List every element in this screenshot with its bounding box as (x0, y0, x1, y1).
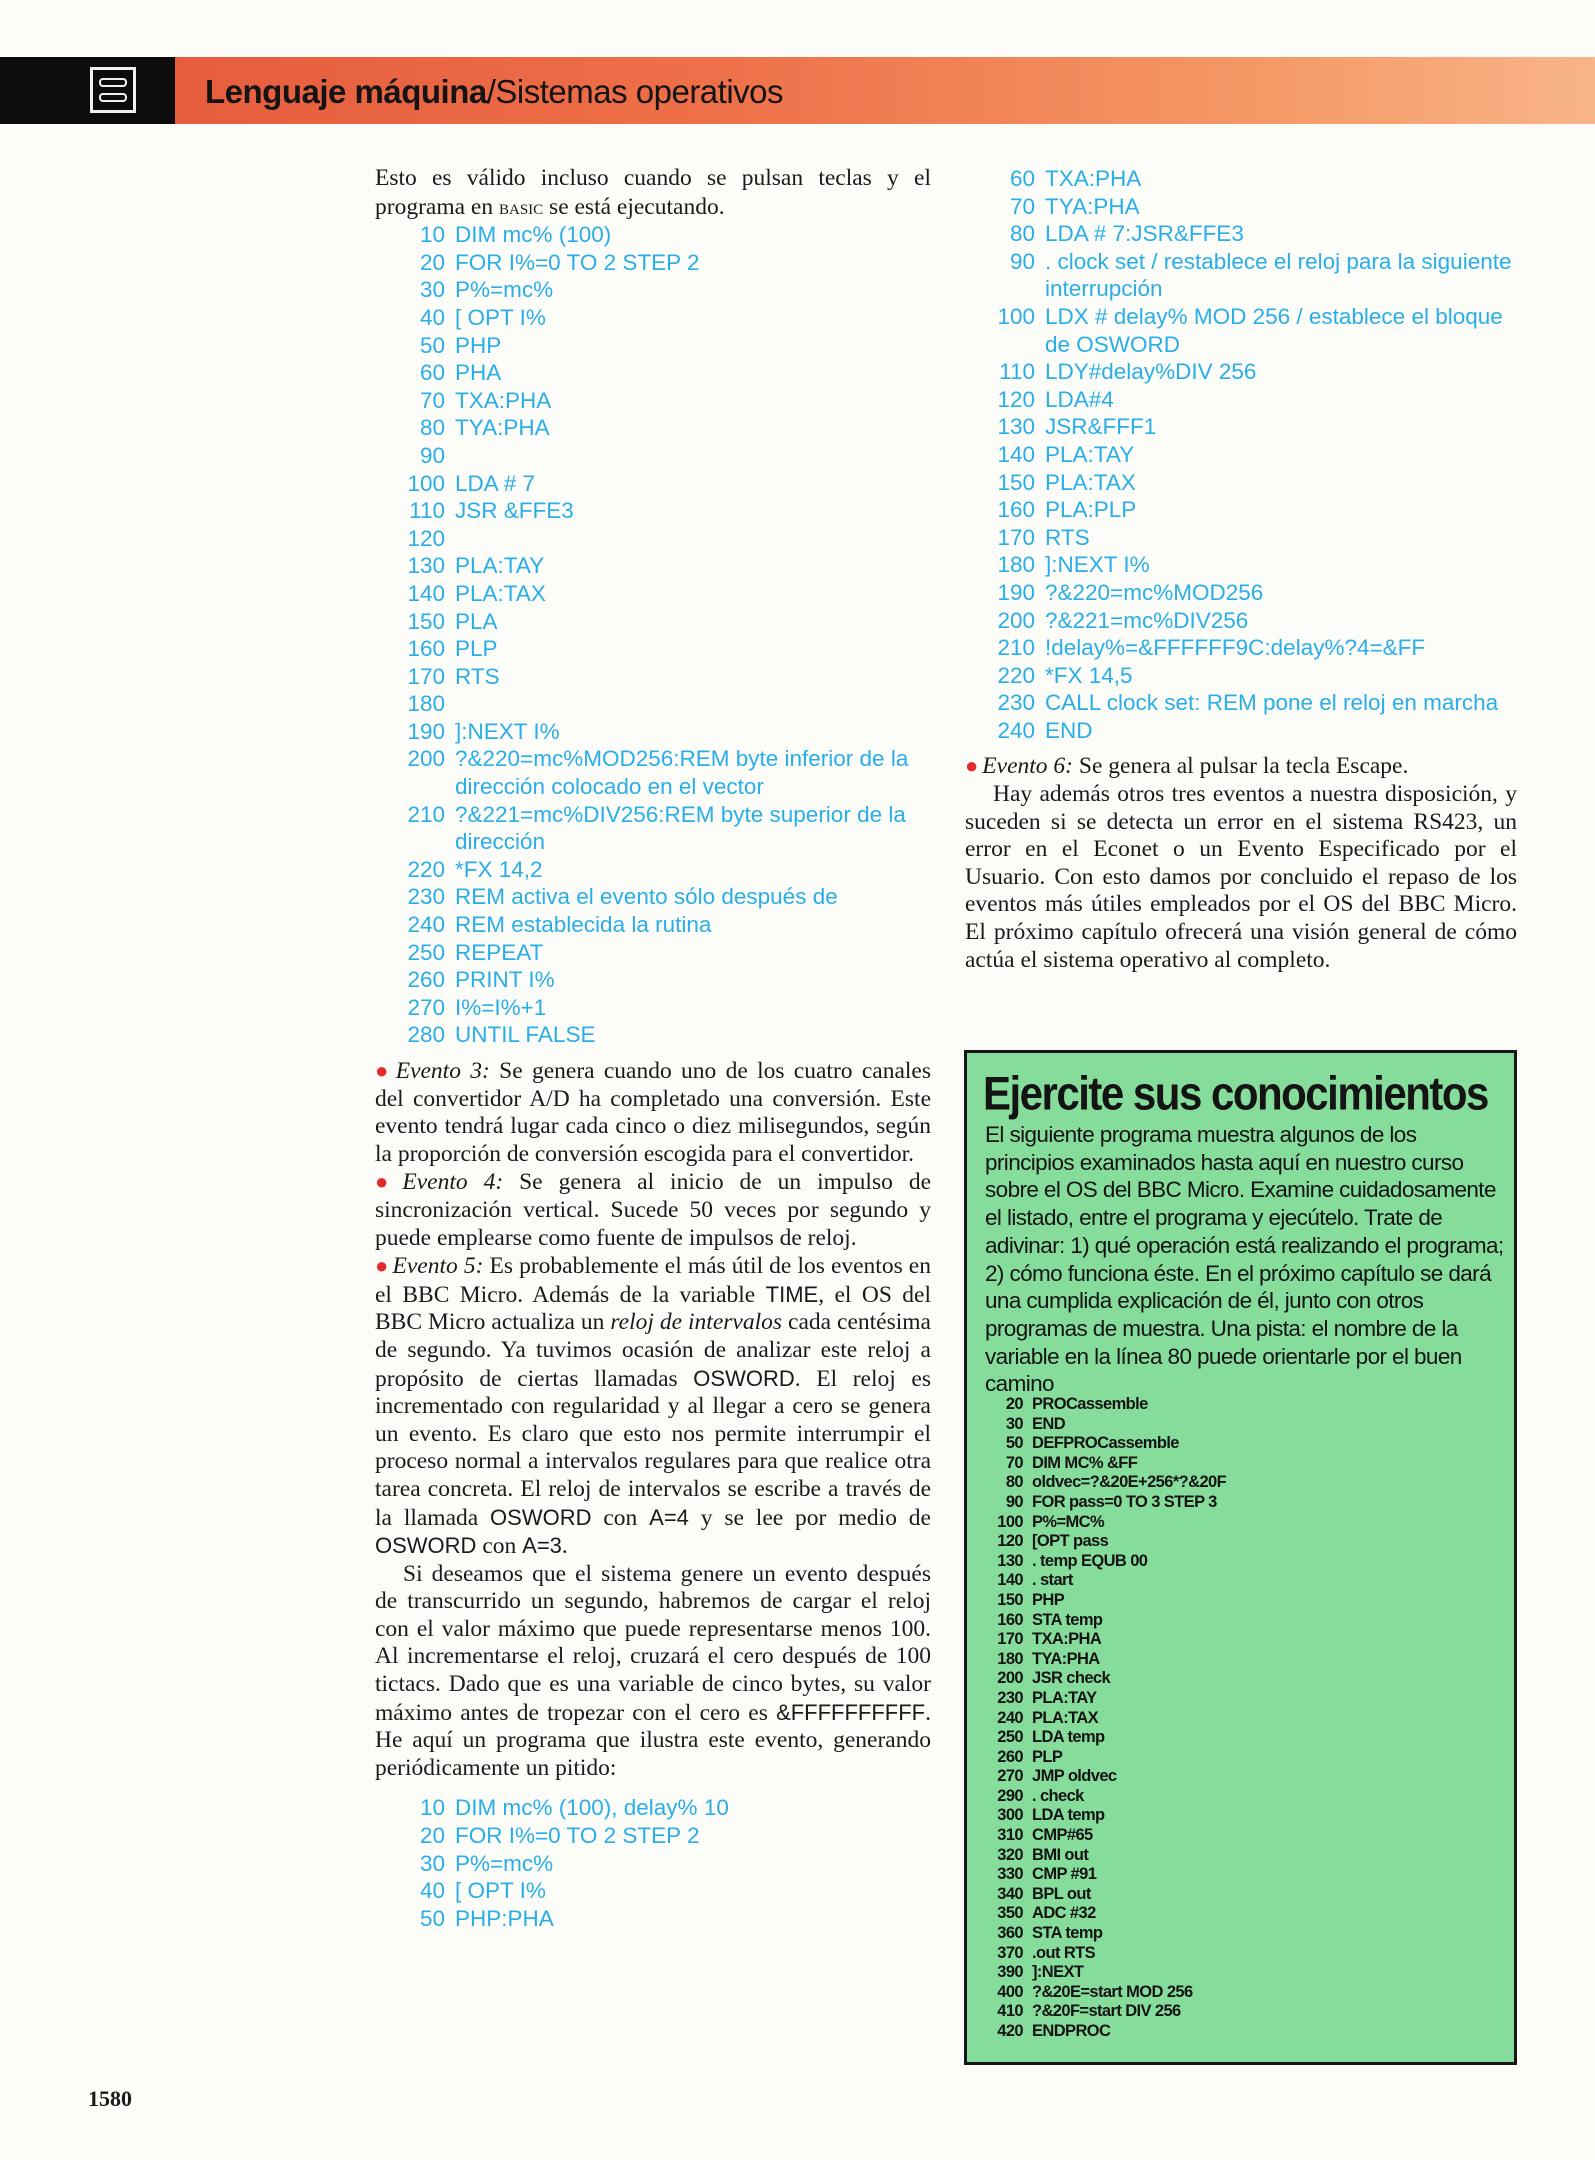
line-number: 260 (407, 967, 445, 993)
line-number: 240 (997, 1708, 1023, 1727)
line-number: 150 (407, 608, 445, 634)
line-code: TXA:PHA (1045, 166, 1142, 191)
line-number: 220 (997, 662, 1035, 688)
code-line (965, 469, 1517, 497)
line-number: 150 (997, 1590, 1023, 1609)
code-line (965, 551, 1517, 579)
line-number: 180 (997, 1649, 1023, 1668)
line-code: I%=I%+1 (455, 994, 547, 1020)
line-number: 20 (419, 249, 445, 275)
code-line (965, 634, 1517, 662)
line-code: LDX # delay% MOD 256 / establece el bloque de OSWORD (1045, 303, 1510, 357)
line-number: 180 (997, 552, 1035, 578)
line-code: FOR pass=0 TO 3 STEP 3 (1032, 1492, 1217, 1511)
code-line (985, 1885, 1226, 1905)
bullet-icon: ● (965, 753, 979, 779)
line-number: 200 (997, 1669, 1023, 1688)
code-line (965, 358, 1517, 386)
code-line (375, 745, 931, 800)
line-number: 80 (1005, 1473, 1023, 1492)
line-code: P%=MC% (1032, 1512, 1105, 1531)
line-number: 370 (997, 1943, 1023, 1962)
code-line (375, 856, 931, 884)
code-line (965, 303, 1517, 358)
line-code: BMI out (1032, 1845, 1089, 1864)
code-line (985, 1434, 1226, 1454)
line-code: END (1045, 717, 1093, 743)
line-number: 80 (419, 415, 445, 441)
code-line (375, 1822, 931, 1850)
line-code: BPL out (1032, 1884, 1091, 1903)
line-number: 140 (997, 441, 1035, 467)
line-number: 20 (1005, 1395, 1023, 1413)
code-line (965, 524, 1517, 552)
line-code (455, 525, 931, 553)
line-code: UNTIL FALSE (455, 1022, 596, 1048)
code-line (985, 2002, 1226, 2022)
code-line (985, 1709, 1226, 1729)
line-code: .out RTS (1032, 1943, 1096, 1962)
line-number: 250 (407, 939, 445, 965)
code-line (965, 386, 1517, 414)
line-number: 120 (997, 386, 1035, 412)
line-number: 240 (997, 717, 1035, 743)
line-number: 90 (1009, 248, 1035, 274)
line-code: TXA:PHA (1032, 1630, 1102, 1649)
line-code: PLA:TAY (1045, 441, 1135, 467)
line-code: DEFPROCassemble (1032, 1434, 1179, 1453)
line-number: 160 (407, 636, 445, 662)
code-line (375, 414, 931, 442)
line-number: 100 (997, 1512, 1023, 1531)
line-code: STA temp (1032, 1610, 1103, 1629)
code-line (985, 1728, 1226, 1748)
line-code: FOR I%=0 TO 2 STEP 2 (455, 1823, 700, 1849)
line-number: 360 (997, 1924, 1023, 1943)
line-code: LDA temp (1032, 1728, 1105, 1747)
line-number: 130 (997, 1551, 1023, 1570)
code-line (375, 442, 931, 470)
line-number: 250 (997, 1728, 1023, 1747)
line-code: PLP (1032, 1747, 1063, 1766)
code-line (985, 1552, 1226, 1572)
line-number: 220 (407, 856, 445, 882)
code-line (965, 441, 1517, 469)
code-line (985, 1689, 1226, 1709)
line-number: 140 (997, 1571, 1023, 1590)
line-number: 200 (997, 607, 1035, 633)
page-number: 1580 (88, 2086, 132, 2111)
code-line (375, 994, 931, 1022)
code-line (985, 1493, 1226, 1513)
line-code: PLA:TAY (1032, 1688, 1097, 1707)
line-code: RTS (1045, 524, 1090, 550)
line-code: LDA#4 (1045, 386, 1114, 412)
line-code (455, 690, 931, 718)
line-code: REPEAT (455, 939, 544, 965)
line-number: 270 (997, 1767, 1023, 1786)
line-code: ?&221=mc%DIV256:REM byte superior de la dirección (455, 801, 913, 855)
code-line (985, 1415, 1226, 1435)
line-number: 170 (997, 1630, 1023, 1649)
line-code: ?&20E=start MOD 256 (1032, 1982, 1193, 2001)
line-number: 70 (1005, 1453, 1023, 1472)
section-title: Lenguaje máquina/Sistemas operativos (205, 73, 784, 110)
line-number: 190 (407, 718, 445, 744)
line-code: JSR&FFF1 (1045, 414, 1157, 440)
code-line (985, 1571, 1226, 1591)
code-listing-2-continued (965, 165, 1517, 744)
code-line (985, 1983, 1226, 2003)
code-line (375, 690, 931, 718)
code-line (985, 1787, 1226, 1807)
line-code: PLP (455, 636, 498, 662)
line-code: STA temp (1032, 1924, 1103, 1943)
bullet-icon: ● (375, 1169, 399, 1195)
line-code: ]:NEXT (1032, 1963, 1084, 1982)
code-line (375, 497, 931, 525)
line-code: PHP (1032, 1590, 1065, 1609)
line-number: 30 (419, 277, 445, 303)
code-line (985, 1591, 1226, 1611)
line-number: 130 (407, 553, 445, 579)
line-number: 60 (419, 360, 445, 386)
code-line (985, 1767, 1226, 1787)
line-number: 240 (407, 912, 445, 938)
line-code: ENDPROC (1032, 2022, 1111, 2040)
code-line (965, 413, 1517, 441)
code-line (375, 276, 931, 304)
line-code: TYA:PHA (1032, 1649, 1100, 1668)
code-line (985, 1473, 1226, 1493)
code-line (375, 911, 931, 939)
event-3-paragraph: ● Evento 3: Se genera cuando uno de los cuatro canales del convertidor A/D ha completado una conversión. Este evento tendrá lugar cada cinco o diez milisegundos, según la proporción de conversión escogida para el convertidor. (375, 1058, 931, 1167)
line-number: 90 (419, 442, 445, 468)
code-line (965, 717, 1517, 745)
line-code: DIM MC% &FF (1032, 1453, 1138, 1472)
line-code: *FX 14,5 (1045, 662, 1133, 688)
event-5-continuation: Si deseamos que el sistema genere un evento después de transcurrido un segundo, habremos de cargar el reloj con el valor máximo que puede representarse menos 100. Al incrementarse el reloj, cruzará el cero después de 100 tictacs. Dado que es una variable de cinco bytes, su valor máximo antes de tropezar con el cero es &FFFFFFFFFF. He aquí un programa que ilustra este evento, generando periódicamente un pitido: (375, 1560, 931, 1781)
line-number: 150 (997, 469, 1035, 495)
code-line (985, 1806, 1226, 1826)
code-line (965, 579, 1517, 607)
code-line (985, 1865, 1226, 1885)
code-line (375, 663, 931, 691)
line-code: P%=mc% (455, 1850, 554, 1876)
code-line (965, 662, 1517, 690)
line-code: PLA:TAX (1032, 1708, 1099, 1727)
line-code: JSR check (1032, 1669, 1111, 1688)
line-number: 50 (419, 332, 445, 358)
line-code: [OPT pass (1032, 1532, 1109, 1551)
code-line (965, 193, 1517, 221)
line-number: 40 (419, 1878, 445, 1904)
line-number: 320 (997, 1845, 1023, 1864)
code-line (375, 1021, 931, 1049)
line-number: 170 (997, 524, 1035, 550)
line-code: PLA:PLP (1045, 497, 1137, 523)
exercise-title: Ejercite sus conocimientos (983, 1067, 1488, 1120)
line-number: 110 (409, 498, 445, 524)
line-code: TYA:PHA (455, 415, 550, 441)
line-code: PHP:PHA (455, 1905, 554, 1931)
exercise-text: El siguiente programa muestra algunos de los principios examinados hasta aquí en nuestro curso sobre el OS del BBC Micro. Examine cuidadosamente el listado, entre el programa y ejecútelo. Trate de adivinar: 1) qué operación está realizando el programa; 2) cómo funciona éste. En el próximo capítulo se dará una cumplida explicación de él, junto con otros programas de muestra. Una pista: el nombre de la variable en la línea 80 puede orientarle por el buen camino (985, 1122, 1504, 1397)
code-line (965, 248, 1517, 303)
line-number: 70 (1009, 193, 1035, 219)
code-line (985, 1826, 1226, 1846)
exercise-code-listing (985, 1395, 1226, 2042)
line-code: ?&220=mc%MOD256 (1045, 579, 1264, 605)
code-line (985, 1454, 1226, 1474)
code-line (985, 1748, 1226, 1768)
code-line (375, 332, 931, 360)
bullet-icon: ● (375, 1253, 389, 1279)
line-number: 230 (997, 690, 1035, 716)
event-5-paragraph: ● Evento 5: Es probablemente el más útil de los eventos en el BBC Micro. Además de la variable TIME, el OS del BBC Micro actualiza un reloj de intervalos cada centésima de segundo. Ya tuvimos ocasión de analizar este reloj a propósito de ciertas llamadas OSWORD. El reloj es incrementado con regularidad y al llegar a cero se genera un evento. Es claro que esto nos permite interrumpir el proceso normal a intervalos regulares para que realice otra tarea concreta. El reloj de intervalos se escribe a través de la llamada OSWORD con A=4 y se lee por medio de OSWORD con A=3. (375, 1253, 931, 1560)
code-line (375, 304, 931, 332)
line-code: ]:NEXT I% (1045, 552, 1150, 578)
code-line (375, 470, 931, 498)
code-line (375, 359, 931, 387)
code-line (375, 939, 931, 967)
code-line (965, 165, 1517, 193)
line-code: JMP oldvec (1032, 1767, 1117, 1786)
event-6-paragraph: ● Evento 6: Se genera al pulsar la tecla Escape. (965, 753, 1409, 780)
code-line (965, 607, 1517, 635)
line-number: 120 (407, 525, 445, 551)
line-code: LDA # 7 (455, 470, 536, 496)
line-code: PHA (455, 360, 502, 386)
code-line (375, 249, 931, 277)
line-code: . clock set / restablece el reloj para la siguiente interrupción (1045, 248, 1518, 302)
line-code: oldvec=?&20E+256*?&20F (1032, 1473, 1227, 1492)
intro-paragraph: Esto es válido incluso cuando se pulsan teclas y el programa en basic se está ejecutando. (375, 165, 931, 220)
line-number: 130 (997, 414, 1035, 440)
line-number: 340 (997, 1884, 1023, 1903)
code-listing-1 (375, 221, 931, 1049)
code-listing-2 (375, 1794, 931, 1932)
right-column (965, 165, 1517, 974)
line-code: TXA:PHA (455, 387, 552, 413)
code-line (375, 966, 931, 994)
code-line (985, 1904, 1226, 1924)
line-number: 30 (1005, 1414, 1023, 1433)
line-number: 110 (999, 359, 1035, 385)
line-code: PLA:TAY (455, 553, 545, 579)
line-number: 120 (997, 1532, 1023, 1551)
line-number: 200 (407, 746, 445, 772)
line-number: 160 (997, 1610, 1023, 1629)
line-code: ?&20F=start DIV 256 (1032, 2002, 1181, 2021)
line-code: JSR &FFE3 (455, 498, 574, 524)
line-number: 310 (997, 1826, 1023, 1845)
code-line (985, 1611, 1226, 1631)
line-code: PRINT I% (455, 967, 555, 993)
code-line (375, 608, 931, 636)
line-code: . temp EQUB 00 (1032, 1551, 1148, 1570)
code-line (375, 1850, 931, 1878)
line-number: 40 (419, 304, 445, 330)
line-code: . start (1032, 1571, 1073, 1590)
code-line (985, 1650, 1226, 1670)
code-line (985, 1846, 1226, 1866)
line-code: PROCassemble (1032, 1395, 1148, 1413)
bullet-icon: ● (375, 1058, 392, 1083)
line-code: !delay%=&FFFFFF9C:delay%?4=&FF (1045, 635, 1426, 661)
line-number: 210 (407, 801, 445, 827)
line-code (455, 442, 931, 470)
code-line (375, 718, 931, 746)
line-code: DIM mc% (100), delay% 10 (455, 1795, 729, 1821)
line-number: 330 (997, 1865, 1023, 1884)
line-number: 180 (407, 691, 445, 717)
line-code: CALL clock set: REM pone el reloj en marcha (1045, 690, 1499, 716)
code-line (375, 525, 931, 553)
line-code: . check (1032, 1786, 1084, 1805)
line-number: 10 (419, 222, 445, 248)
line-code: END (1032, 1414, 1066, 1433)
line-number: 390 (997, 1963, 1023, 1982)
code-line (985, 1669, 1226, 1689)
line-number: 300 (997, 1806, 1023, 1825)
line-code: ADC #32 (1032, 1904, 1096, 1923)
line-number: 50 (1005, 1434, 1023, 1453)
line-number: 230 (997, 1688, 1023, 1707)
code-line (375, 387, 931, 415)
code-line (985, 1924, 1226, 1944)
line-code: LDY#delay%DIV 256 (1045, 359, 1257, 385)
line-number: 290 (997, 1786, 1023, 1805)
line-number: 20 (419, 1823, 445, 1849)
chip-icon (90, 67, 136, 113)
line-number: 80 (1009, 221, 1035, 247)
code-line (375, 1794, 931, 1822)
line-code: REM establecida la rutina (455, 912, 712, 938)
code-line (985, 1963, 1226, 1983)
code-line (985, 1532, 1226, 1552)
code-line (375, 1877, 931, 1905)
line-number: 70 (419, 387, 445, 413)
line-code: ?&221=mc%DIV256 (1045, 607, 1249, 633)
line-number: 350 (997, 1904, 1023, 1923)
line-number: 10 (419, 1795, 445, 1821)
line-code: DIM mc% (100) (455, 222, 612, 248)
line-code: PLA:TAX (455, 580, 546, 606)
line-number: 230 (407, 884, 445, 910)
line-number: 280 (407, 1022, 445, 1048)
code-line (375, 221, 931, 249)
line-number: 50 (419, 1905, 445, 1931)
closing-paragraph: Hay además otros tres eventos a nuestra disposición, y suceden si se detecta un error en el sistema RS423, un error en el Econet o un Evento Especificado por el Usuario. Con esto damos por concluido el repaso de los eventos más útiles empleados por el OS del BBC Micro. El próximo capítulo ofrecerá una visión general de cómo actúa el sistema operativo al completo. (965, 781, 1517, 973)
line-number: 100 (407, 470, 445, 496)
line-number: 60 (1009, 166, 1035, 191)
code-line (375, 580, 931, 608)
line-code: [ OPT I% (455, 1878, 546, 1904)
line-code: [ OPT I% (455, 304, 546, 330)
code-line (985, 1630, 1226, 1650)
code-line (965, 496, 1517, 524)
line-number: 190 (997, 579, 1035, 605)
line-code: CMP #91 (1032, 1865, 1097, 1884)
line-number: 30 (419, 1850, 445, 1876)
line-code: FOR I%=0 TO 2 STEP 2 (455, 249, 700, 275)
line-code: ?&220=mc%MOD256:REM byte inferior de la dirección colocado en el vector (455, 746, 915, 800)
line-number: 100 (997, 303, 1035, 329)
line-number: 410 (997, 2002, 1023, 2021)
event-4-paragraph: ● Evento 4: Se genera al inicio de un impulso de sincronización vertical. Sucede 50 veces por segundo y puede emplearse como fuente de impulsos de reloj. (375, 1169, 931, 1251)
line-code: PLA (455, 608, 498, 634)
code-line (375, 635, 931, 663)
line-number: 170 (407, 663, 445, 689)
code-line (985, 1395, 1226, 1415)
code-line (985, 1944, 1226, 1964)
line-number: 400 (997, 1982, 1023, 2001)
left-column (375, 165, 931, 1932)
line-number: 420 (997, 2022, 1023, 2040)
line-number: 210 (997, 635, 1035, 661)
code-line (985, 1513, 1226, 1533)
code-line (375, 1905, 931, 1933)
line-code: P%=mc% (455, 277, 554, 303)
code-line (375, 552, 931, 580)
code-line (375, 801, 931, 856)
code-line (375, 883, 931, 911)
line-number: 160 (997, 497, 1035, 523)
line-code: PHP (455, 332, 502, 358)
line-code: REM activa el evento sólo después de (455, 884, 838, 910)
line-number: 140 (407, 580, 445, 606)
line-number: 260 (997, 1747, 1023, 1766)
line-code: PLA:TAX (1045, 469, 1136, 495)
line-code: CMP#65 (1032, 1826, 1093, 1845)
line-code: RTS (455, 663, 500, 689)
exercise-box (964, 1050, 1517, 2065)
line-number: 270 (407, 994, 445, 1020)
line-code: *FX 14,2 (455, 856, 543, 882)
code-line (965, 220, 1517, 248)
line-code: LDA temp (1032, 1806, 1105, 1825)
code-line (985, 2022, 1226, 2042)
line-code: LDA # 7:JSR&FFE3 (1045, 221, 1244, 247)
code-line (965, 689, 1517, 717)
line-code: ]:NEXT I% (455, 718, 560, 744)
line-number: 90 (1005, 1492, 1023, 1511)
header-logo-block (0, 57, 175, 124)
line-code: TYA:PHA (1045, 193, 1140, 219)
